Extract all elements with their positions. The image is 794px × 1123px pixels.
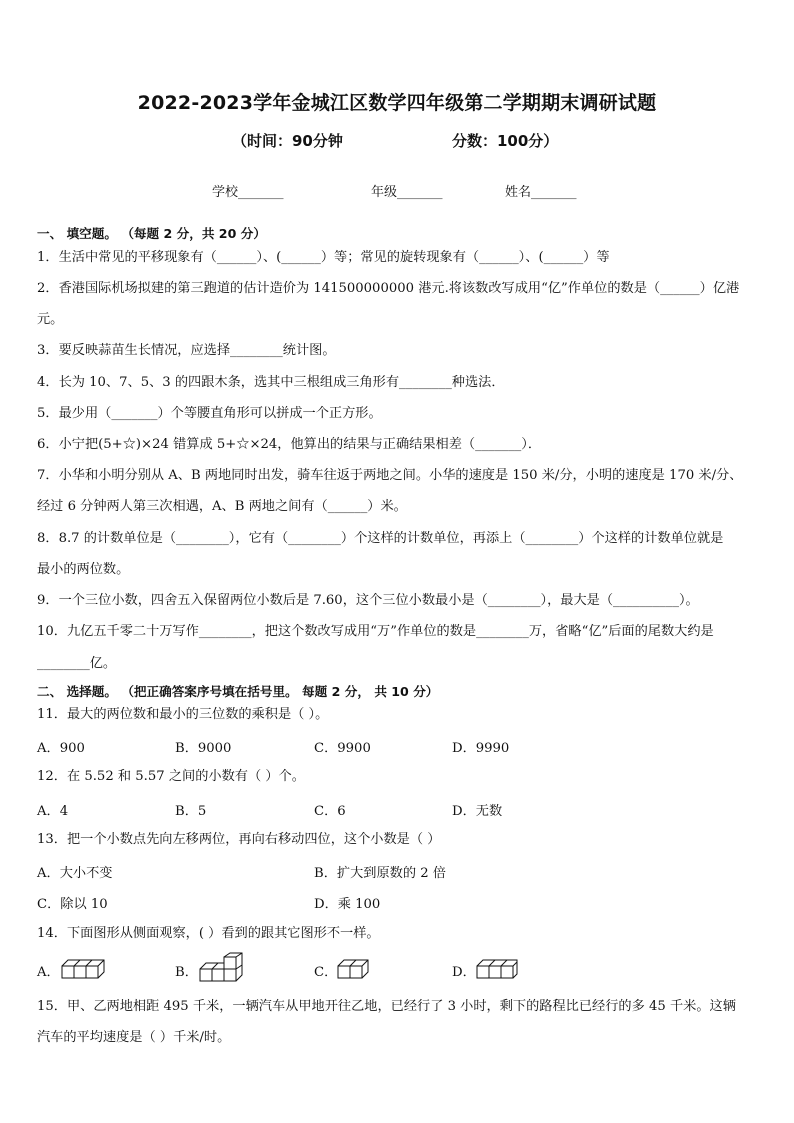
- question-11: 11．最大的两位数和最小的三位数的乘积是（ ）。: [37, 707, 329, 722]
- option-11-a: A．900: [37, 741, 85, 756]
- score-info: 分数：100分）: [452, 132, 559, 150]
- section-choice-heading: 二、 选择题。 （把正确答案序号填在括号里。 每题 2 分， 共 10 分）: [37, 684, 439, 699]
- question-2: 2．香港国际机场拟建的第三跑道的估计造价为 141500000000 港元.将该数改写成用“亿”作单位的数是（______）亿港: [37, 281, 740, 296]
- option-12-d: D．无数: [452, 804, 503, 819]
- option-14-b: B．: [175, 965, 198, 980]
- question-5: 5．最少用（_______）个等腰直角形可以拼成一个正方形。: [37, 406, 382, 421]
- question-8-cont: 最小的两位数。: [37, 562, 130, 577]
- option-14-c: C．: [314, 965, 338, 980]
- question-10-cont: ________亿。: [37, 656, 117, 671]
- school-field: 学校_______: [212, 185, 284, 200]
- question-12: 12．在 5.52 和 5.57 之间的小数有（ ）个。: [37, 769, 305, 784]
- question-10: 10．九亿五千零二十万写作________，把这个数改写成用“万”作单位的数是________万，省略“亿”后面的尾数大约是: [37, 624, 714, 639]
- question-14: 14．下面图形从侧面观察，( ）看到的跟其它图形不一样。: [37, 926, 380, 941]
- cubes-a-icon: [60, 955, 112, 981]
- question-7: 7．小华和小明分别从 A、B 两地同时出发，骑车往返于两地之间。小华的速度是 150 米/分，小明的速度是 170 米/分、: [37, 468, 743, 483]
- option-14-a: A．: [37, 965, 60, 980]
- cubes-c-icon: [336, 955, 378, 981]
- option-11-c: C．9900: [314, 741, 371, 756]
- question-8: 8．8.7 的计数单位是（________），它有（________）个这样的计数单位，再添上（________）个这样的计数单位就是: [37, 531, 724, 546]
- option-13-c: C．除以 10: [37, 897, 108, 912]
- option-14-d: D．: [452, 965, 476, 980]
- question-7-cont: 经过 6 分钟两人第三次相遇，A、B 两地之间有（______）米。: [37, 499, 407, 514]
- option-11-b: B．9000: [175, 741, 232, 756]
- option-12-a: A．4: [37, 804, 69, 819]
- option-12-b: B．5: [175, 804, 207, 819]
- cubes-d-icon: [475, 955, 519, 983]
- option-11-d: D．9990: [452, 741, 510, 756]
- option-13-b: B．扩大到原数的 2 倍: [314, 866, 446, 881]
- question-13: 13．把一个小数点先向左移两位，再向右移动四位，这个小数是（ ）: [37, 832, 441, 847]
- section-fill-blank-heading: 一、 填空题。 （每题 2 分，共 20 分）: [37, 226, 266, 241]
- question-2-cont: 元。: [37, 312, 64, 327]
- question-4: 4．长为 10、7、5、3 的四跟木条，选其中三根组成三角形有________种选法．: [37, 375, 505, 390]
- page-title: 2022-2023学年金城江区数学四年级第二学期期末调研试题: [137, 92, 657, 114]
- time-info: （时间：90分钟: [232, 132, 343, 150]
- option-13-a: A．大小不变: [37, 866, 113, 881]
- option-13-d: D．乘 100: [314, 897, 381, 912]
- name-field: 姓名_______: [505, 185, 577, 200]
- option-12-c: C．6: [314, 804, 346, 819]
- question-6: 6．小宁把(5+☆)×24 错算成 5+☆×24，他算出的结果与正确结果相差（_______）．: [37, 437, 542, 452]
- question-15: 15．甲、乙两地相距 495 千米，一辆汽车从甲地开往乙地，已经行了 3 小时，剩下的路程比已经行的多 45 千米。这辆: [37, 999, 736, 1014]
- question-1: 1．生活中常见的平移现象有（______）、(______）等；常见的旋转现象有（______）、(______）等: [37, 250, 610, 265]
- cubes-b-icon: [198, 952, 250, 984]
- question-9: 9．一个三位小数，四舍五入保留两位小数后是 7.60，这个三位小数最小是（________），最大是（__________）。: [37, 593, 699, 608]
- question-3: 3．要反映蒜苗生长情况，应选择________统计图。: [37, 343, 336, 358]
- grade-field: 年级_______: [371, 185, 443, 200]
- question-15-cont: 汽车的平均速度是（ ）千米/时。: [37, 1030, 231, 1045]
